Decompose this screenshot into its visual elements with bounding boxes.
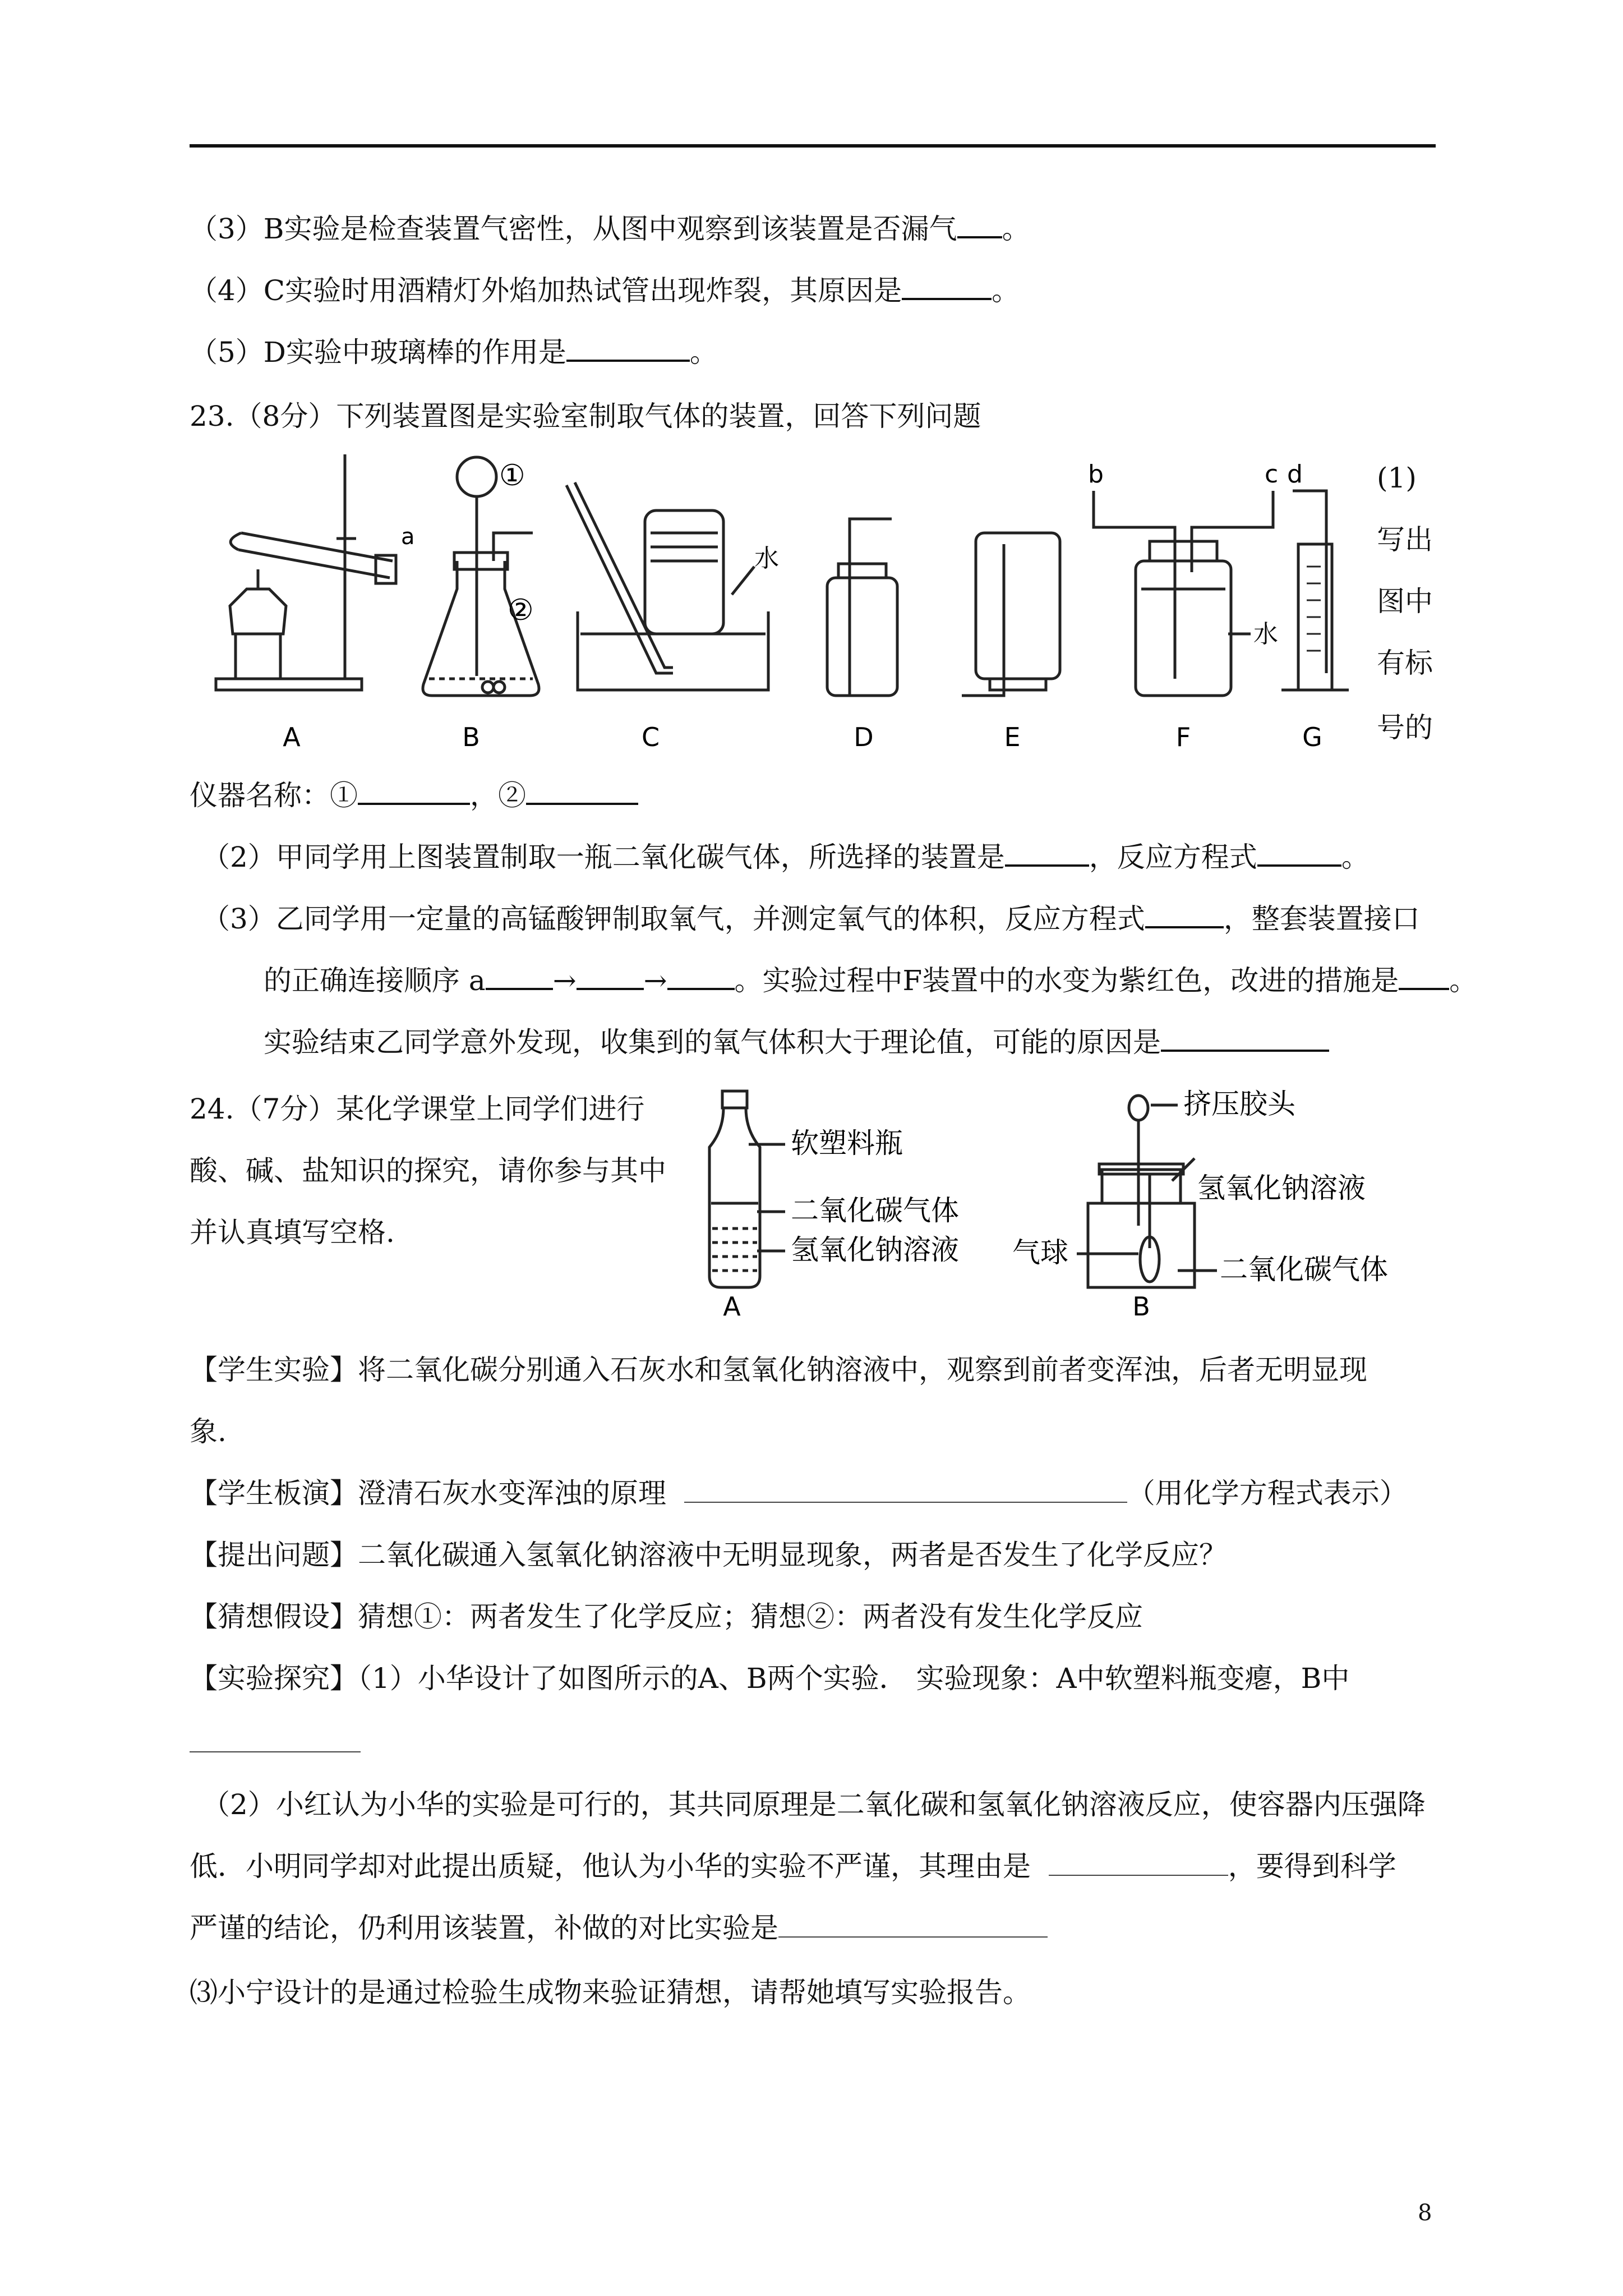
label-dropper: 挤压胶头 <box>1183 1088 1295 1120</box>
q23-side-4: 有标 <box>1377 647 1433 679</box>
svg-text:b: b <box>1088 460 1104 489</box>
q23-side-2: 写出 <box>1377 523 1433 556</box>
header-rule <box>190 144 1436 148</box>
label-naoh-b: 氢氧化钠溶液 <box>1197 1172 1366 1204</box>
label-F: F <box>1175 722 1191 752</box>
label-co2-b: 二氧化碳气体 <box>1220 1253 1388 1286</box>
q24-student-experiment-cont: 象. <box>190 1415 227 1448</box>
q24-stem-3: 并认真填写空格. <box>190 1216 395 1249</box>
svg-text:d: d <box>1287 460 1303 489</box>
label-D: D <box>854 722 874 752</box>
q24-explore-1-blank <box>190 1751 361 1752</box>
q24-part2-1: （2）小红认为小华的实验是可行的，其共同原理是二氧化碳和氢氧化钠溶液反应，使容器内压强降 <box>202 1788 1426 1821</box>
label-fig-B: B <box>1132 1291 1150 1321</box>
q24-part3: ⑶小宁设计的是通过检验生成物来验证猜想，请帮她填写实验报告。 <box>190 1976 1031 2009</box>
water-label-c: 水 <box>754 544 779 573</box>
label-A: A <box>283 722 301 752</box>
q24-question: 【提出问题】二氧化碳通入氢氧化钠溶液中无明显现象，两者是否发生了化学反应？ <box>190 1539 1227 1571</box>
label-B: B <box>462 722 480 752</box>
q23-part3-result: 实验结束乙同学意外发现，收集到的氧气体积大于理论值，可能的原因是 <box>264 1024 1329 1060</box>
q24-stem-1: 24.（7分）某化学课堂上同学们进行 <box>190 1093 645 1125</box>
q24-stem-2: 酸、碱、盐知识的探究，请你参与其中 <box>190 1154 666 1187</box>
svg-text:a: a <box>401 524 415 550</box>
q23-part3: （3）乙同学用一定量的高锰酸钾制取氧气，并测定氧气的体积，反应方程式 ，整套装置接口 <box>202 900 1420 937</box>
q24-hypothesis: 【猜想假设】猜想①：两者发生了化学反应；猜想②：两者没有发生化学反应 <box>190 1600 1143 1633</box>
svg-text:c: c <box>1265 460 1279 489</box>
mark-1: ① <box>499 459 525 493</box>
label-naoh-a: 氢氧化钠溶液 <box>791 1234 959 1266</box>
experiment-figure <box>695 1085 1424 1321</box>
q24-student-experiment: 【学生实验】将二氧化碳分别通入石灰水和氢氧化钠溶液中，观察到前者变浑浊，后者无明显现 <box>190 1354 1367 1386</box>
q22-part4: （4）C实验时用酒精灯外焰加热试管出现炸裂，其原因是 。 <box>190 272 1020 309</box>
q23-side-1: (1) <box>1377 462 1417 494</box>
label-C: C <box>641 722 660 752</box>
mark-2: ② <box>508 593 534 627</box>
label-G: G <box>1302 722 1322 752</box>
label-balloon: 气球 <box>1012 1236 1068 1269</box>
q23-part2: （2）甲同学用上图装置制取一瓶二氧化碳气体，所选择的装置是 ，反应方程式 。 <box>202 839 1370 875</box>
q24-part2-3: 严谨的结论，仍利用该装置，补做的对比实验是 <box>190 1910 1048 1946</box>
water-label-f: 水 <box>1253 620 1278 648</box>
label-co2-a: 二氧化碳气体 <box>791 1194 959 1227</box>
q22-part5: （5）D实验中玻璃棒的作用是 。 <box>190 334 718 370</box>
q23-side-3: 图中 <box>1377 585 1433 618</box>
q24-part2-2: 低．小明同学却对此提出质疑，他认为小华的实验不严谨，其理由是 ，要得到科学 <box>190 1850 1396 1883</box>
q23-side-5: 号的 <box>1377 711 1433 744</box>
q23-part3-order: 的正确连接顺序 a → → 。实验过程中F装置中的水变为紫红色，改进的措施是 。 <box>264 962 1477 999</box>
label-fig-A: A <box>723 1291 741 1321</box>
label-E: E <box>1004 722 1021 752</box>
page-number: 8 <box>1418 2200 1432 2226</box>
q24-board: 【学生板演】澄清石灰水变浑浊的原理 （用化学方程式表示） <box>190 1477 1408 1510</box>
q23-stem: 23.（8分）下列装置图是实验室制取气体的装置，回答下列问题 <box>190 400 981 432</box>
apparatus-figure <box>208 449 1363 763</box>
q22-part3: （3）B实验是检查装置气密性，从图中观察到该装置是否漏气 。 <box>190 210 1030 247</box>
q24-explore-1: 【实验探究】（1）小华设计了如图所示的A、B两个实验． 实验现象：A中软塑料瓶变瘪，B中 <box>190 1662 1350 1695</box>
q23-instrument-names: 仪器名称：① ，② <box>190 777 638 813</box>
label-soft-bottle: 软塑料瓶 <box>791 1127 903 1159</box>
